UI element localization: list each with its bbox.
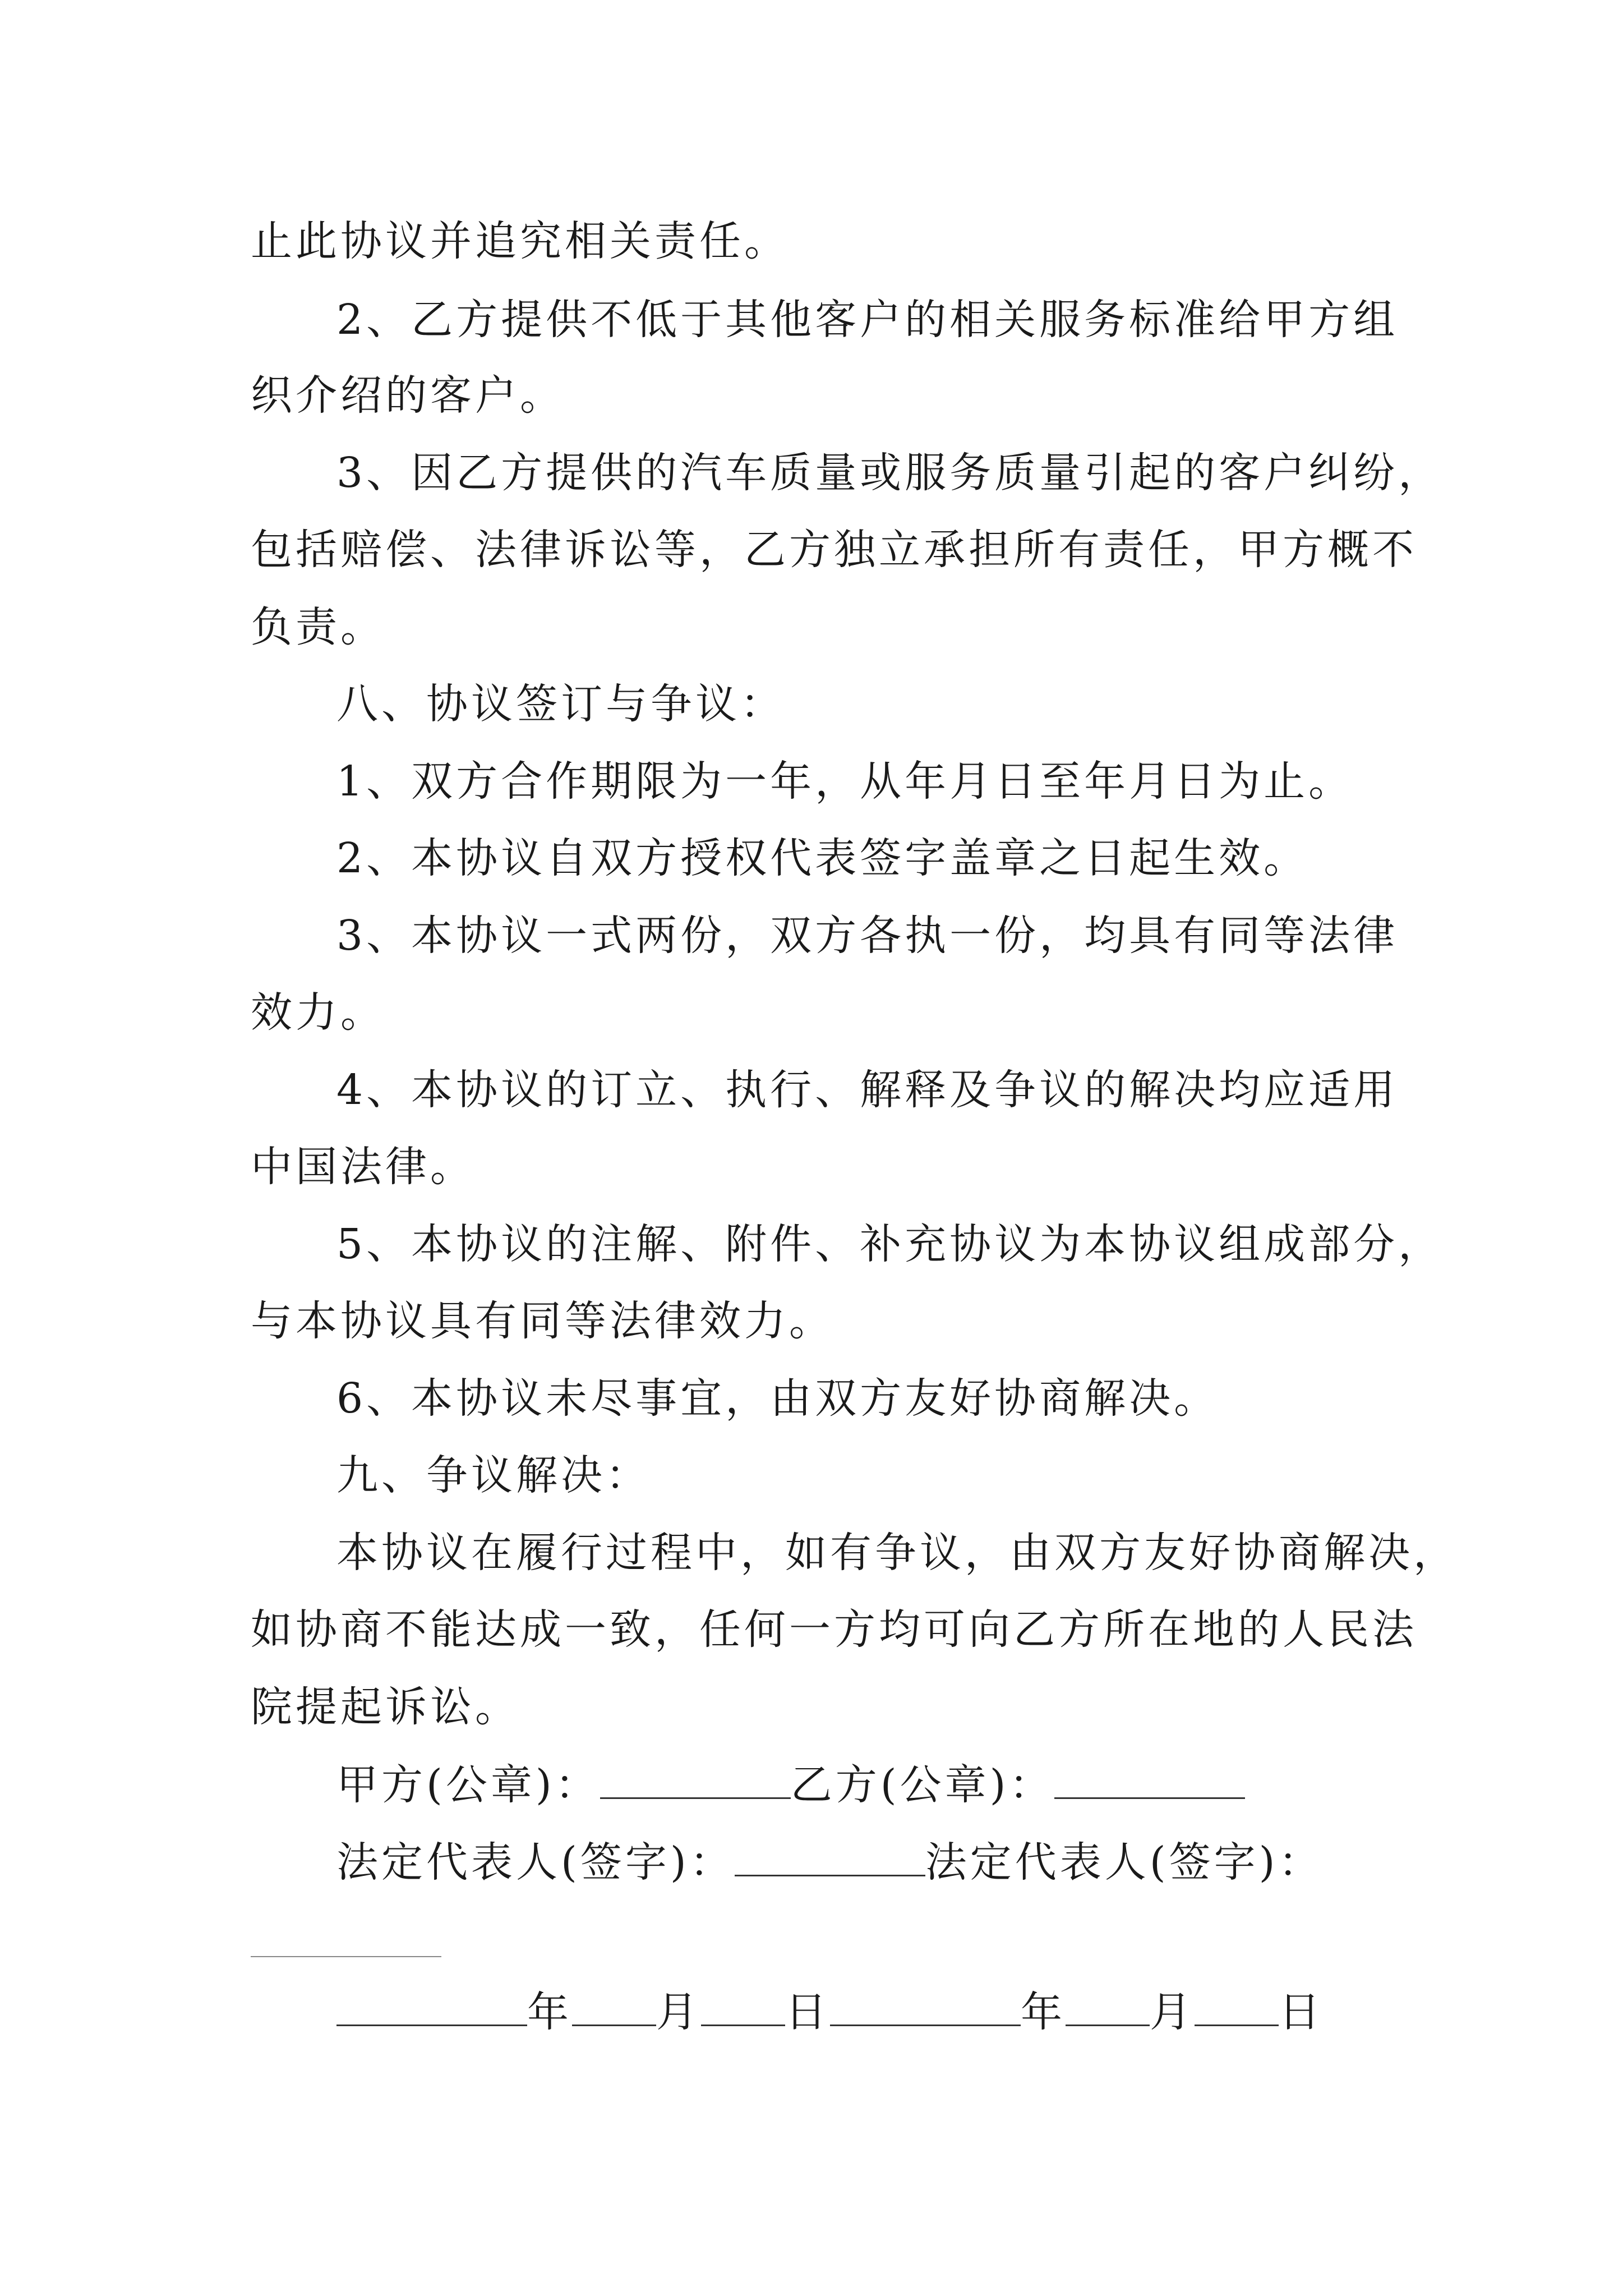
legal-rep-a-label: 法定代表人(签字)： (336, 1838, 735, 1887)
date-row (336, 1983, 1396, 2039)
section-heading: 八、协议签订与争议： (336, 680, 785, 728)
paragraph-line: 如协商不能达成一致，任何一方均可向乙方所在地的人民法 (251, 1605, 1417, 1654)
paragraph-line: 5、本协议的注解、附件、补充协议为本协议组成部分， (336, 1220, 1444, 1268)
year-a-blank (336, 1983, 527, 2026)
paragraph-line: 本协议在履行过程中，如有争议，由双方友好协商解决， (336, 1529, 1458, 1577)
legal-rep-b-blank (251, 1956, 441, 1957)
paragraph-line: 效力。 (251, 988, 385, 1037)
paragraph-line: 6、本协议未尽事宜，由双方友好协商解决。 (336, 1374, 1219, 1423)
party-b-seal-label: 乙方(公章)： (790, 1761, 1054, 1809)
paragraph-line: 止此协议并追究相关责任。 (251, 217, 789, 265)
month-b-label: 月 (1150, 1988, 1195, 2036)
year-a-label: 年 (527, 1988, 572, 2036)
party-b-seal-blank (1054, 1756, 1245, 1799)
day-a-label: 日 (785, 1988, 830, 2036)
paragraph-line: 负责。 (251, 603, 385, 651)
day-b-label: 日 (1279, 1988, 1324, 2036)
day-b-blank (1195, 1983, 1279, 2026)
year-b-blank (830, 1983, 1021, 2026)
section-heading: 九、争议解决： (336, 1451, 651, 1499)
seal-row (336, 1756, 1396, 1812)
paragraph-line: 1、双方合作期限为一年，从年月日至年月日为止。 (336, 757, 1354, 806)
paragraph-line: 与本协议具有同等法律效力。 (251, 1297, 834, 1345)
paragraph-line: 3、本协议一式两份，双方各执一份，均具有同等法律 (336, 912, 1399, 960)
paragraph-line: 包括赔偿、法律诉讼等，乙方独立承担所有责任，甲方概不 (251, 526, 1417, 574)
legal-rep-a-blank (735, 1833, 925, 1876)
month-a-label: 月 (656, 1988, 701, 2036)
paragraph-line: 中国法律。 (251, 1143, 475, 1191)
day-a-blank (701, 1983, 785, 2026)
paragraph-line: 院提起诉讼。 (251, 1683, 520, 1731)
legal-rep-row (336, 1833, 1396, 1889)
paragraph-line: 4、本协议的订立、执行、解释及争议的解决均应适用 (336, 1066, 1399, 1114)
paragraph-line: 织介绍的客户。 (251, 371, 565, 420)
month-b-blank (1066, 1983, 1150, 2026)
month-a-blank (572, 1983, 656, 2026)
paragraph-line: 2、乙方提供不低于其他客户的相关服务标准给甲方组 (336, 296, 1399, 344)
year-b-label: 年 (1021, 1988, 1066, 2036)
party-a-seal-blank (600, 1756, 791, 1799)
paragraph-line: 3、因乙方提供的汽车质量或服务质量引起的客户纠纷， (336, 449, 1444, 497)
legal-rep-b-label: 法定代表人(签字)： (925, 1838, 1324, 1887)
party-a-seal-label: 甲方(公章)： (336, 1761, 600, 1809)
paragraph-line: 2、本协议自双方授权代表签字盖章之日起生效。 (336, 834, 1309, 882)
